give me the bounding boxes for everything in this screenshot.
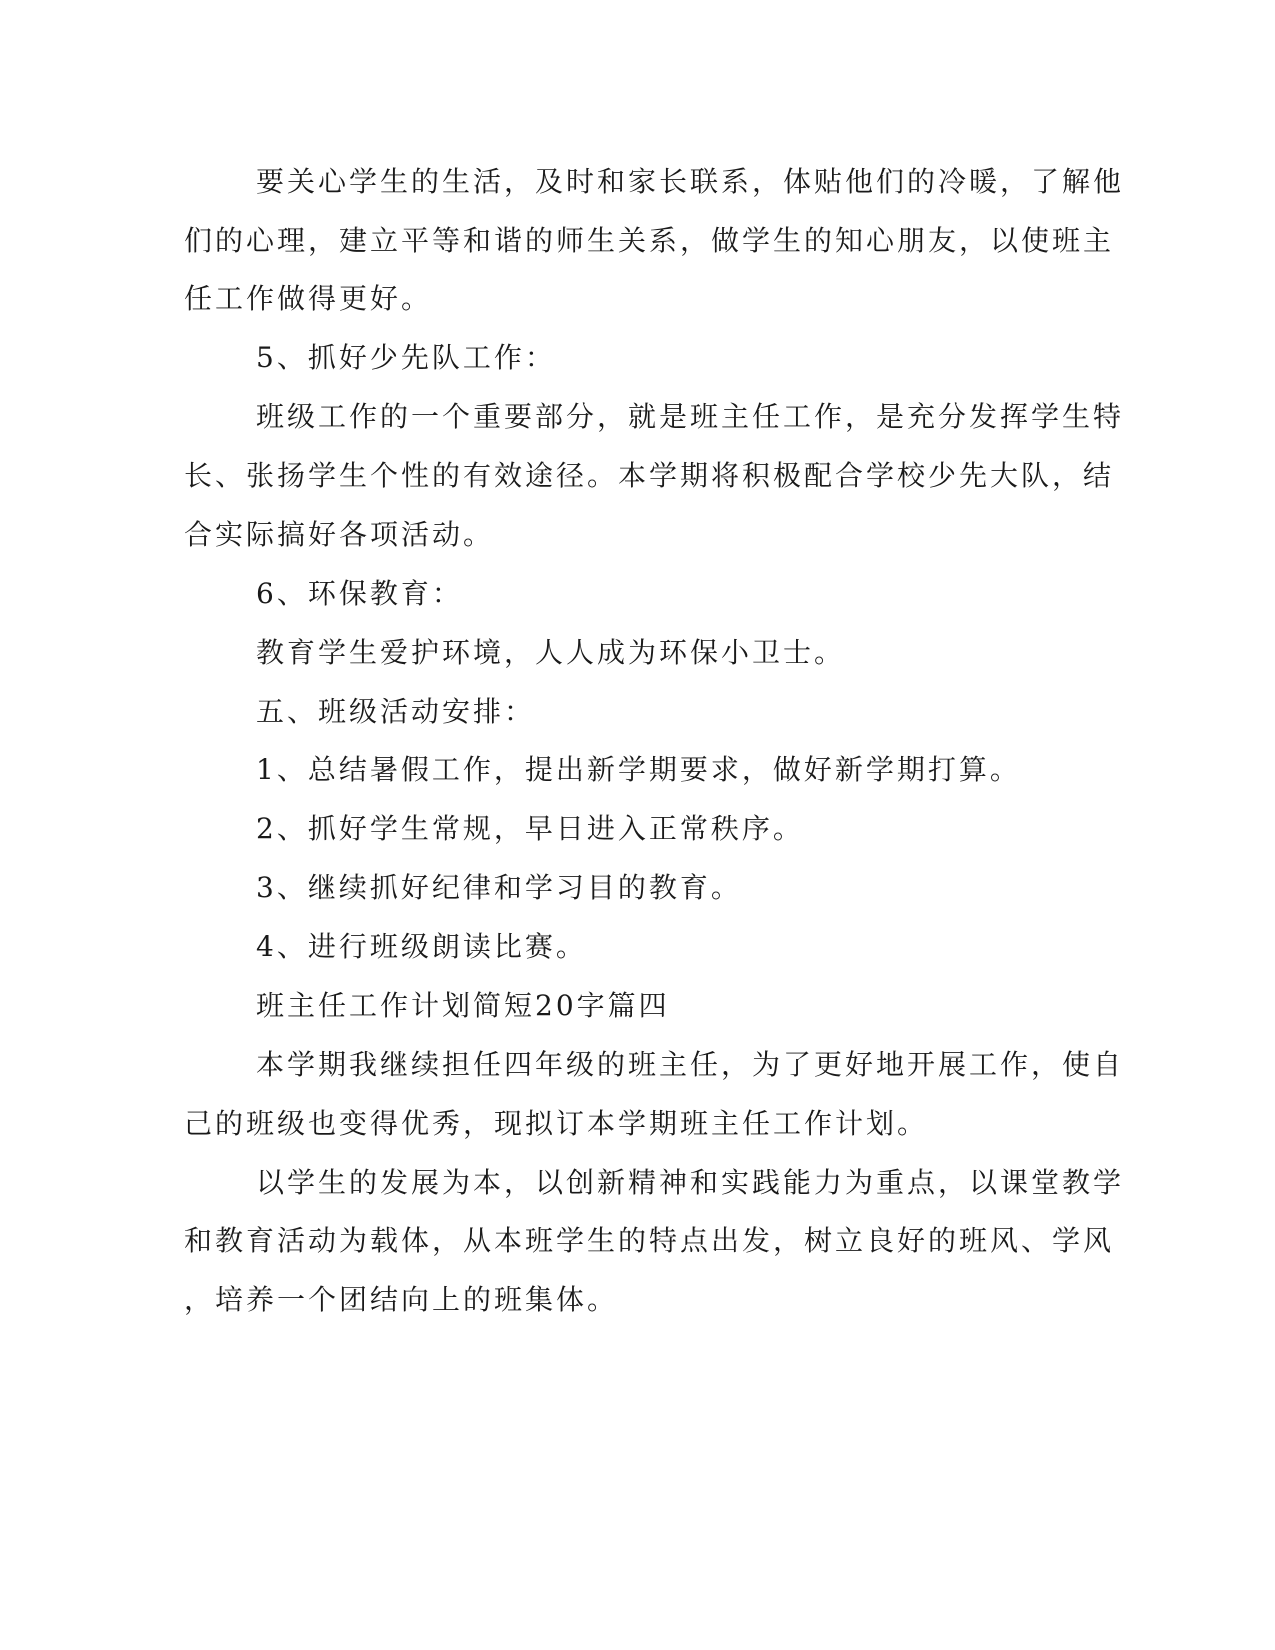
section-heading: 6、环保教育： bbox=[256, 577, 463, 610]
paragraph-line: 本学期我继续担任四年级的班主任，为了更好地开展工作，使自 bbox=[256, 1048, 1125, 1081]
paragraph-line: 任工作做得更好。 bbox=[184, 282, 433, 315]
paragraph-line: 和教育活动为载体，从本班学生的特点出发，树立良好的班风、学风 bbox=[184, 1224, 1115, 1257]
list-item: 3、继续抓好纪律和学习目的教育。 bbox=[256, 871, 742, 904]
list-item: 2、抓好学生常规，早日进入正常秩序。 bbox=[256, 812, 804, 845]
list-item: 1、总结暑假工作，提出新学期要求，做好新学期打算。 bbox=[256, 753, 1021, 786]
paragraph-line: 长、张扬学生个性的有效途径。本学期将积极配合学校少先大队，结 bbox=[184, 459, 1115, 492]
paragraph-line: 教育学生爱护环境，人人成为环保小卫士。 bbox=[256, 636, 846, 669]
paragraph-line: 班级工作的一个重要部分，就是班主任工作，是充分发挥学生特 bbox=[256, 400, 1125, 433]
article-title: 班主任工作计划简短20字篇四 bbox=[256, 989, 670, 1022]
paragraph-line: 们的心理，建立平等和谐的师生关系，做学生的知心朋友，以使班主 bbox=[184, 224, 1115, 257]
paragraph-line: 己的班级也变得优秀，现拟订本学期班主任工作计划。 bbox=[184, 1107, 929, 1140]
paragraph-line: 合实际搞好各项活动。 bbox=[184, 518, 495, 551]
section-heading: 五、班级活动安排： bbox=[256, 695, 536, 728]
paragraph-line: 要关心学生的生活，及时和家长联系，体贴他们的冷暖，了解他 bbox=[256, 165, 1125, 198]
paragraph-line: ，培养一个团结向上的班集体。 bbox=[184, 1283, 619, 1316]
section-heading: 5、抓好少先队工作： bbox=[256, 341, 556, 374]
paragraph-line: 以学生的发展为本，以创新精神和实践能力为重点，以课堂教学 bbox=[256, 1166, 1125, 1199]
list-item: 4、进行班级朗读比赛。 bbox=[256, 930, 587, 963]
